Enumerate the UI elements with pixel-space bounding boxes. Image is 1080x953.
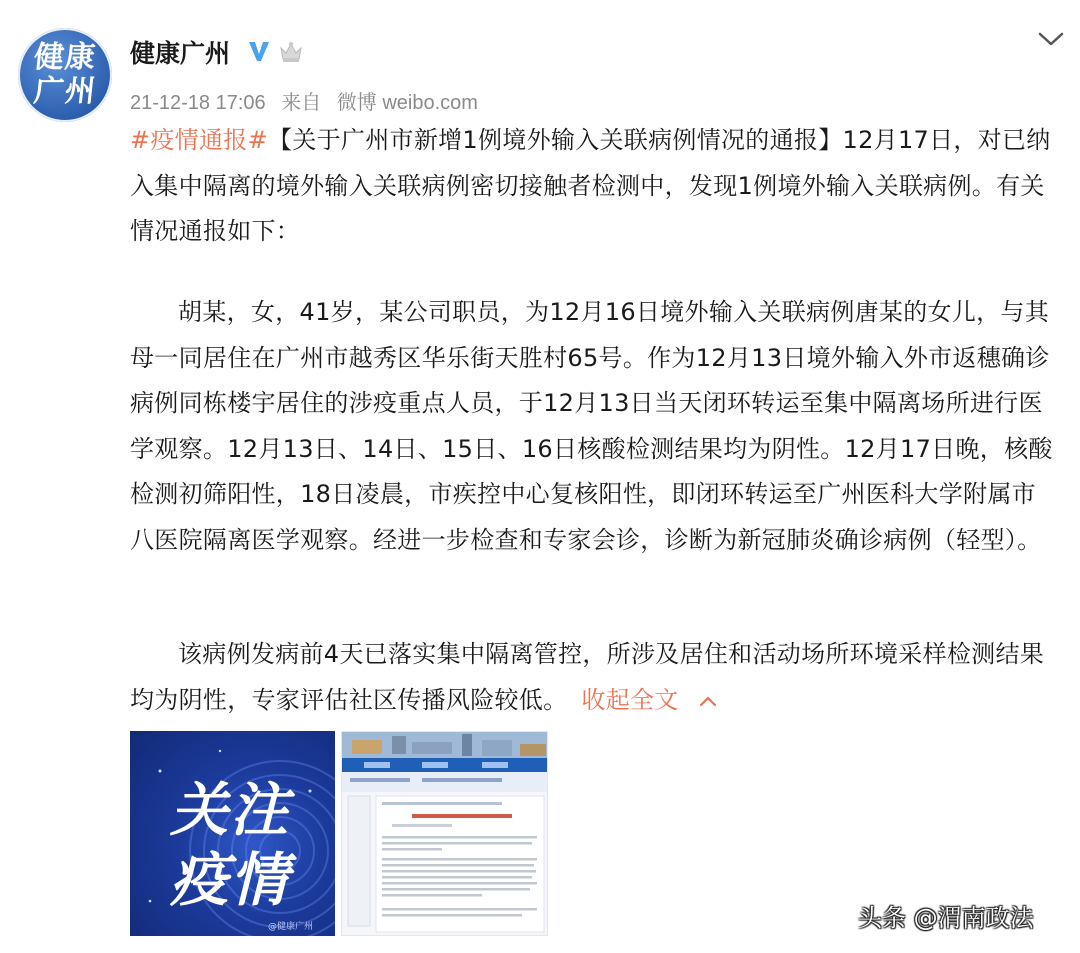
chevron-up-icon[interactable] <box>699 695 717 707</box>
collapse-button[interactable]: 收起全文 <box>581 685 679 714</box>
author-name[interactable]: 健康广州 <box>130 39 231 68</box>
post-source[interactable]: 微博 weibo.com <box>336 92 478 114</box>
v-verified-icon <box>246 38 272 64</box>
chevron-down-icon[interactable] <box>1037 30 1065 48</box>
paragraph-1-text: 【关于广州市新增1例境外输入关联病例情况的通报】12月17日，对已纳入集中隔离的境外输入关联病例密切接触者检测中，发现1例境外输入关联病例。有关情况通报如下： <box>130 126 1051 245</box>
post-paragraph-1 <box>130 118 1060 255</box>
webpage-screenshot-graphic <box>342 732 548 936</box>
crown-icon <box>278 40 304 64</box>
thumb1-watermark: @健康广州 <box>268 922 314 932</box>
thumb1-title-1: 关注 <box>170 776 291 844</box>
post-time: 21-12-18 17:06 <box>130 92 266 114</box>
source-watermark: 头条 @渭南政法 <box>858 904 1034 932</box>
post-paragraph-2: 胡某，女，41岁，某公司职员，为12月16日境外输入关联病例唐某的女儿，与其母一同居住在广州市越秀区华乐街天胜村65号。作为12月13日境外输入外市返穗确诊病例同栋楼宇居住的涉疫重点人员，于12月13日当天闭环转运至集中隔离场所进行医学观察。12月13日、14日、15日、16日核酸检测结果均为阴性。12月17日晚，核酸检测初筛阳性，18日凌晨，市疾控中心复核阳性，即闭环转运至广州医科大学附属市八医院隔离医学观察。经进一步检查和专家会诊，诊断为新冠肺炎确诊病例（轻型）。 <box>130 298 1053 554</box>
source-prefix: 来自 <box>281 92 322 114</box>
avatar[interactable] <box>18 28 112 122</box>
post-meta <box>130 86 478 115</box>
paragraph-3-text: 该病例发病前4天已落实集中隔离管控，所涉及居住和活动场所环境采样检测结果均为阴性，专家评估社区传播风险较低。 <box>130 640 1045 714</box>
post-paragraph-3 <box>130 632 1060 723</box>
avatar-text-1: 健康 <box>32 40 98 75</box>
image-thumbnail-1[interactable] <box>130 731 335 936</box>
thumb1-title-2: 疫情 <box>170 846 291 914</box>
avatar-text-2: 广州 <box>32 74 98 109</box>
hashtag-link[interactable]: #疫情通报# <box>130 126 269 154</box>
image-thumbnail-2[interactable] <box>341 731 548 936</box>
